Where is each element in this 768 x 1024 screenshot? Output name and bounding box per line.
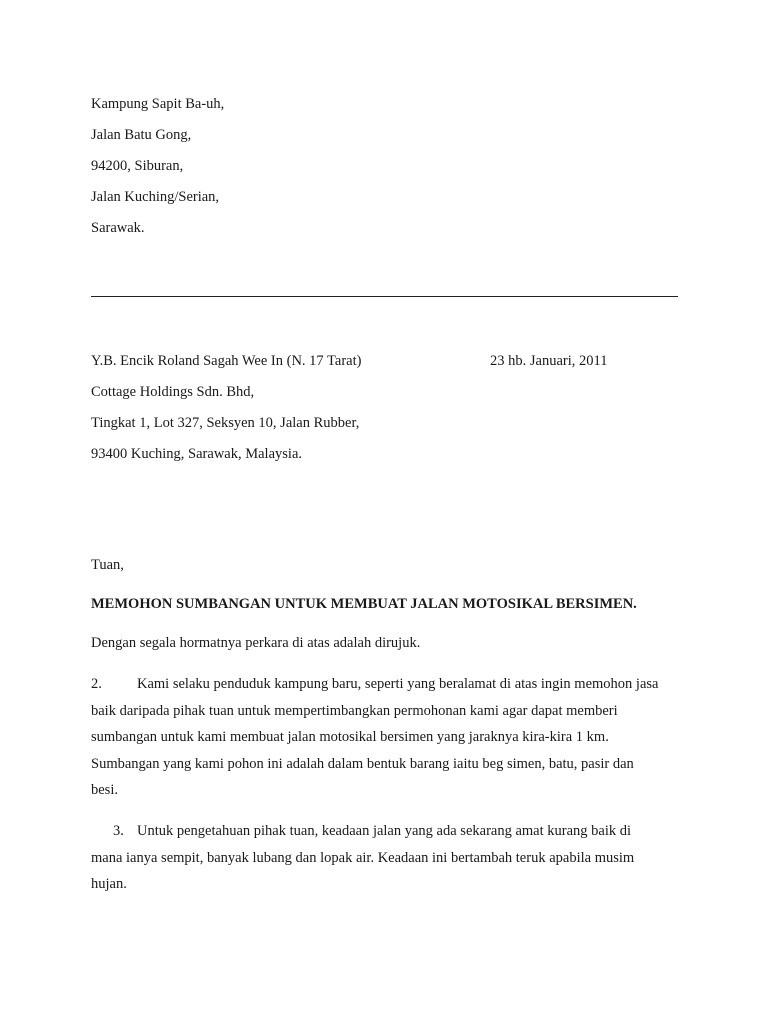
sender-address-line: Jalan Batu Gong, xyxy=(91,127,192,143)
paragraph-line: Kami selaku penduduk kampung baru, seperti yang beralamat di atas ingin memohon jasa xyxy=(137,676,659,692)
paragraph-number: 2. xyxy=(91,676,102,692)
sender-address-line: 94200, Siburan, xyxy=(91,158,184,174)
paragraph-line: baik daripada pihak tuan untuk mempertimbangkan permohonan kami agar dapat memberi xyxy=(91,703,618,719)
paragraph-line: besi. xyxy=(91,782,118,798)
recipient-address-line: 93400 Kuching, Sarawak, Malaysia. xyxy=(91,446,303,462)
sender-address-line: Kampung Sapit Ba-uh, xyxy=(91,96,225,112)
letter-date: 23 hb. Januari, 2011 xyxy=(490,353,608,369)
subject-heading: MEMOHON SUMBANGAN UNTUK MEMBUAT JALAN MOTOSIKAL BERSIMEN. xyxy=(91,596,637,612)
recipient-address-line: Tingkat 1, Lot 327, Seksyen 10, Jalan Rubber, xyxy=(91,415,360,431)
paragraph-line: Sumbangan yang kami pohon ini adalah dalam bentuk barang iaitu beg simen, batu, pasir dan xyxy=(91,756,634,772)
recipient-address-line: Cottage Holdings Sdn. Bhd, xyxy=(91,384,255,400)
paragraph-number: 3. xyxy=(113,823,124,839)
paragraph-line: Untuk pengetahuan pihak tuan, keadaan jalan yang ada sekarang amat kurang baik di xyxy=(137,823,632,839)
paragraph-line: sumbangan untuk kami membuat jalan motosikal bersimen yang jaraknya kira-kira 1 km. xyxy=(91,729,609,745)
paragraph-line: hujan. xyxy=(91,876,127,892)
salutation: Tuan, xyxy=(91,557,124,573)
sender-address-line: Sarawak. xyxy=(91,220,145,236)
paragraph-line: mana ianya sempit, banyak lubang dan lopak air. Keadaan ini bertambah teruk apabila musim xyxy=(91,850,635,866)
opening-sentence: Dengan segala hormatnya perkara di atas adalah dirujuk. xyxy=(91,635,421,651)
sender-address-line: Jalan Kuching/Serian, xyxy=(91,189,220,205)
recipient-address-line: Y.B. Encik Roland Sagah Wee In (N. 17 Tarat) xyxy=(91,353,362,369)
divider-line xyxy=(91,296,678,297)
